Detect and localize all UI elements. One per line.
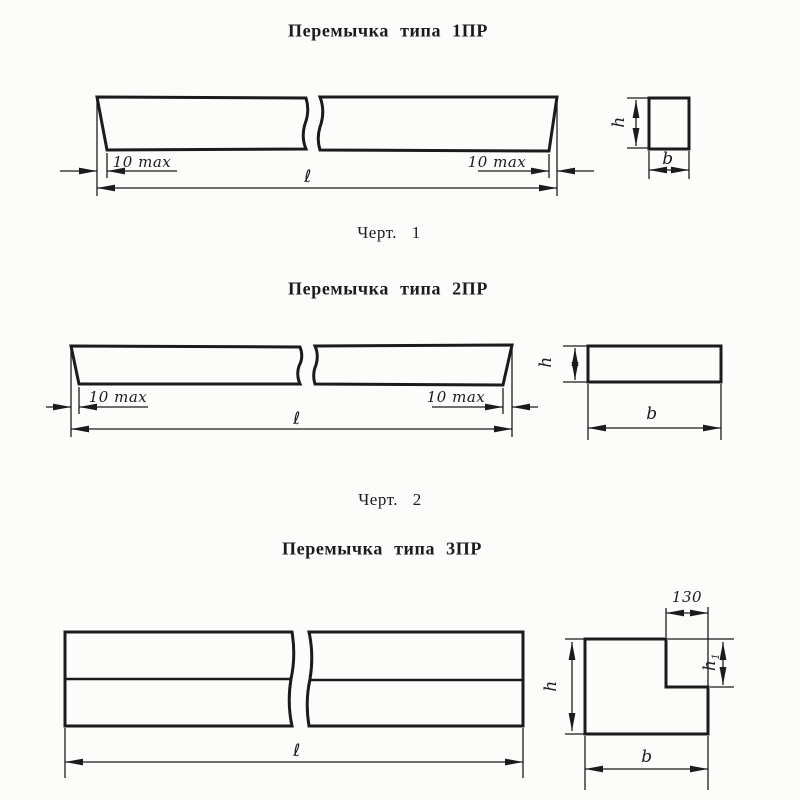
dim-label-offset-left-2pr: 10 max: [88, 388, 148, 406]
dimension-lines: [65, 613, 723, 769]
dim-label-notch-depth-3pr: $h_1$: [699, 652, 723, 672]
dim-label-length-3pr: ℓ: [293, 741, 301, 761]
dim-label-length-1pr: ℓ: [304, 167, 312, 187]
beam-3pr-cross-section: [585, 639, 708, 734]
dimension-lines: [46, 348, 721, 429]
beam-3pr-joint-lines: [65, 679, 523, 680]
dim-label-height-2pr: h: [536, 356, 556, 368]
beam-1pr-elevation: [97, 97, 557, 151]
dim-label-width-3pr: b: [641, 747, 653, 767]
dim-label-offset-right-1pr: 10 max: [467, 153, 527, 171]
figure-3pr-title: Перемычка типа 3ПР: [282, 538, 482, 559]
figure-2pr-caption: Черт. 2: [358, 490, 422, 509]
figure-1pr-title: Перемычка типа 1ПР: [288, 20, 488, 41]
dim-label-width-1pr: b: [662, 149, 674, 169]
figure-3pr-drawing: [65, 607, 734, 790]
dim-label-length-2pr: ℓ: [293, 409, 301, 429]
figure-1pr-drawing: [60, 97, 689, 196]
dim-label-offset-right-2pr: 10 max: [426, 388, 486, 406]
dim-label-height-1pr: h: [609, 116, 629, 128]
beam-2pr-elevation: [71, 345, 512, 385]
figure-1pr-caption: Черт. 1: [357, 223, 421, 242]
dimension-lines: [60, 100, 689, 188]
figure-2pr-title: Перемычка типа 2ПР: [288, 278, 488, 299]
dim-label-height-3pr: h: [541, 680, 561, 692]
beam-2pr-cross-section: [588, 346, 721, 382]
dim-label-notch-width-3pr: 130: [671, 588, 703, 606]
dim-label-offset-left-1pr: 10 max: [112, 153, 172, 171]
figure-2pr-drawing: [46, 345, 721, 440]
extension-lines: [71, 346, 721, 440]
dim-label-width-2pr: b: [646, 404, 658, 424]
extension-lines: [97, 98, 689, 196]
beam-1pr-cross-section: [649, 98, 689, 149]
